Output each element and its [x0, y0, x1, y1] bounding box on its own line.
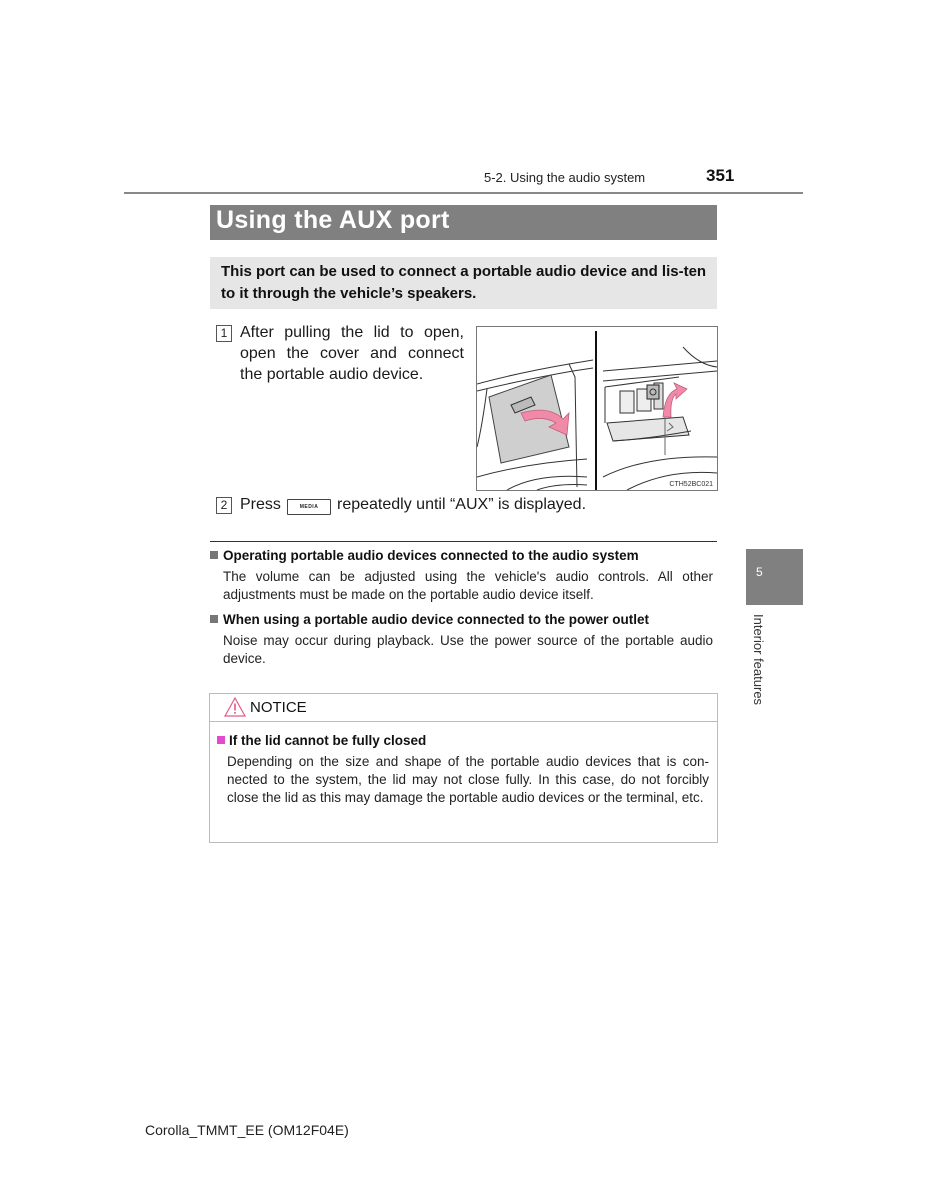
notice-title: NOTICE: [250, 699, 307, 716]
notice-subheading-text: If the lid cannot be fully closed: [229, 733, 427, 748]
step-1-text: After pulling the lid to open, open the cover and connect the portable audio device.: [240, 324, 464, 383]
page-title: Using the AUX port: [216, 206, 450, 234]
step-number-1: 1: [216, 325, 232, 342]
note-body-1: The volume can be adjusted using the vehicle's audio controls. All other adjustments must be made on the portable audio device itself.: [223, 569, 713, 602]
note-heading-1-text: Operating portable audio devices connected to the audio system: [223, 548, 639, 563]
notes-divider: [210, 541, 717, 542]
media-button-icon: MEDIA: [287, 499, 331, 515]
note-heading-2: [210, 612, 649, 627]
warning-triangle-icon: [224, 697, 246, 717]
title-bar: [210, 205, 717, 240]
notice-body: Depending on the size and shape of the portable audio devices that is con-nected to the system, the lid may not close fully. In this case, do not forcibly close the lid as this may damage the portable audio devices or the terminal, etc.: [227, 754, 709, 805]
chapter-label: Interior features: [751, 614, 766, 706]
intro-box: [210, 257, 717, 309]
step-2-text-after: repeatedly until “AUX” is displayed.: [337, 496, 587, 513]
aux-port-illustration: [476, 326, 718, 491]
footer-text: Corolla_TMMT_EE (OM12F04E): [145, 1122, 349, 1138]
bullet-square-icon: [210, 551, 218, 559]
chapter-number: 5: [756, 565, 763, 579]
illustration-code: CTH52BC021: [669, 481, 713, 488]
header-divider: [124, 192, 803, 194]
open-cover-arrow-icon: [663, 383, 687, 417]
step-number-2: 2: [216, 497, 232, 514]
bullet-square-icon: [210, 615, 218, 623]
page-number: 351: [706, 166, 735, 185]
notice-box: [209, 693, 718, 843]
chapter-tab: [746, 549, 803, 605]
pink-bullet-square-icon: [217, 736, 225, 744]
note-body-2: Noise may occur during playback. Use the power source of the portable audio device.: [223, 633, 713, 666]
note-heading-2-text: When using a portable audio device connected to the power outlet: [223, 612, 650, 627]
step-2-text-before: Press: [240, 496, 281, 513]
illustration-drawing: [477, 327, 717, 490]
section-header: 5-2. Using the audio system: [484, 170, 646, 185]
note-heading-1: [210, 548, 639, 563]
notice-header: [210, 694, 717, 722]
notice-subheading: [217, 733, 426, 748]
intro-text: This port can be used to connect a portable audio device and lis-ten to it through the vehicle’s speakers.: [221, 263, 707, 302]
